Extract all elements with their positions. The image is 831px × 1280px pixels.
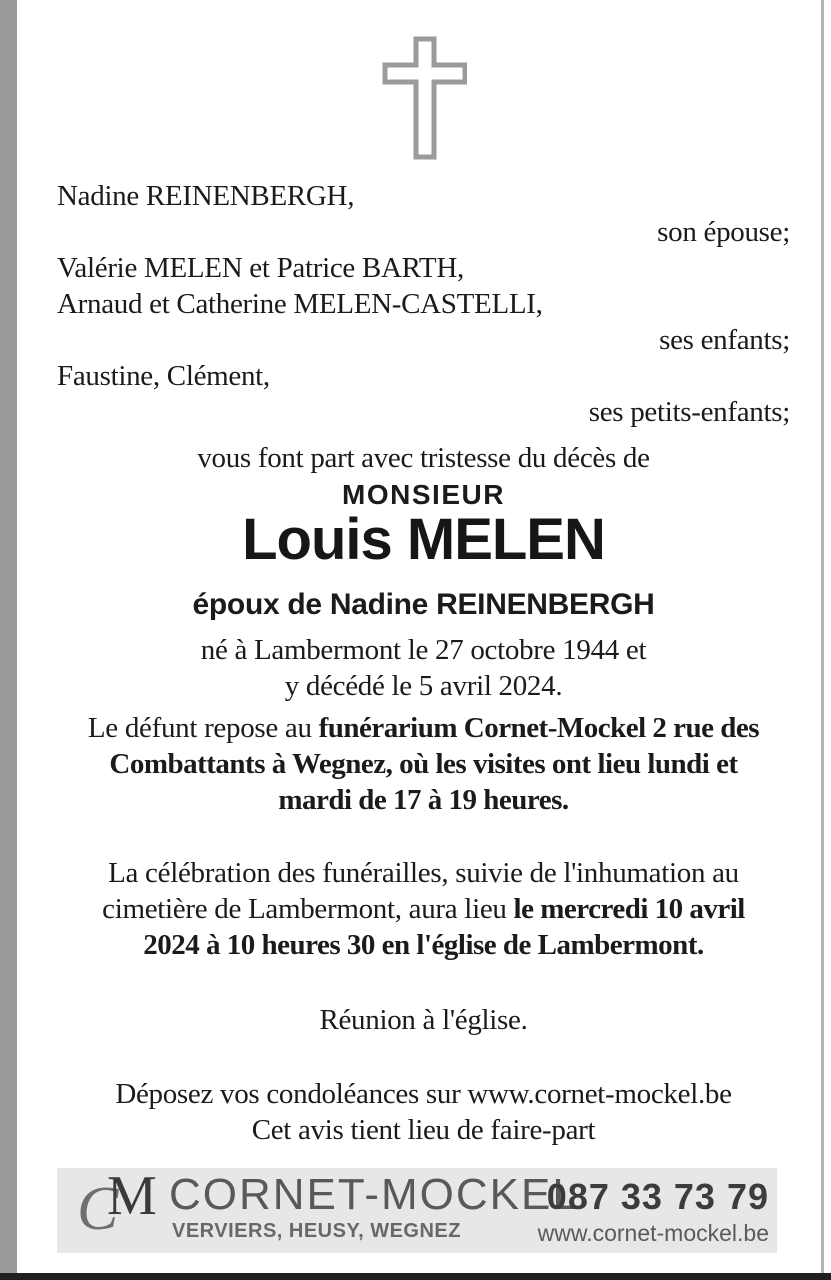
left-gray-strip bbox=[0, 0, 17, 1273]
deceased-name: Louis MELEN bbox=[242, 507, 605, 572]
family-relation: ses petits-enfants; bbox=[588, 396, 790, 428]
right-edge-line bbox=[821, 0, 824, 1273]
meeting-line: Réunion à l'église. bbox=[319, 1004, 528, 1036]
family-line: Arnaud et Catherine MELEN-CASTELLI, bbox=[57, 288, 543, 320]
company-website: www.cornet-mockel.be bbox=[537, 1220, 769, 1246]
visitation-text-bold: funérarium Cornet-Mockel 2 rue des Combattants à Wegnez, où les visites ont lieu lundi et mardi de 17 à 19 heures. bbox=[109, 712, 760, 816]
condolences-line: Déposez vos condoléances sur www.cornet-mockel.be bbox=[115, 1078, 732, 1110]
monogram-letter-m: M bbox=[107, 1165, 157, 1227]
visitation-paragraph bbox=[77, 710, 770, 818]
notice-line: Cet avis tient lieu de faire-part bbox=[251, 1114, 596, 1146]
birth-death-block bbox=[57, 632, 790, 704]
family-relation: ses enfants; bbox=[659, 324, 790, 356]
family-list bbox=[57, 178, 790, 430]
civility-title: MONSIEUR bbox=[342, 479, 505, 510]
death-line: y décédé le 5 avril 2024. bbox=[284, 670, 563, 702]
family-line: Valérie MELEN et Patrice BARTH, bbox=[57, 252, 464, 284]
ceremony-text-bold: le mercredi 10 avril 2024 à 10 heures 30 en l'église de Lambermont. bbox=[143, 893, 745, 961]
ceremony-paragraph bbox=[77, 855, 770, 963]
visitation-text-normal: Le défunt repose au bbox=[87, 712, 319, 744]
ceremony-text-normal: La célébration des funérailles, suivie de l'inhumation au cimetière de Lambermont, aura lieu bbox=[102, 857, 739, 925]
company-locations: VERVIERS, HEUSY, WEGNEZ bbox=[172, 1220, 461, 1242]
company-name: CORNET-MOCKEL bbox=[169, 1170, 579, 1219]
birth-line: né à Lambermont le 27 octobre 1944 et bbox=[200, 634, 647, 666]
cross-icon bbox=[57, 36, 790, 165]
family-line: Faustine, Clément, bbox=[57, 360, 270, 392]
family-relation: son épouse; bbox=[657, 216, 790, 248]
monogram-letter-c: C bbox=[77, 1175, 119, 1243]
cornet-mockel-monogram-icon bbox=[71, 1165, 181, 1253]
company-phone: 087 33 73 79 bbox=[546, 1176, 769, 1217]
bottom-dark-bar bbox=[0, 1273, 831, 1280]
announcement-intro: vous font part avec tristesse du décès de bbox=[197, 442, 650, 474]
family-line: Nadine REINENBERGH, bbox=[57, 180, 355, 212]
notice-content bbox=[57, 0, 790, 1273]
funeral-home-banner bbox=[57, 1165, 777, 1253]
condolence-block bbox=[57, 1076, 790, 1148]
spouse-line: époux de Nadine REINENBERGH bbox=[192, 588, 655, 621]
